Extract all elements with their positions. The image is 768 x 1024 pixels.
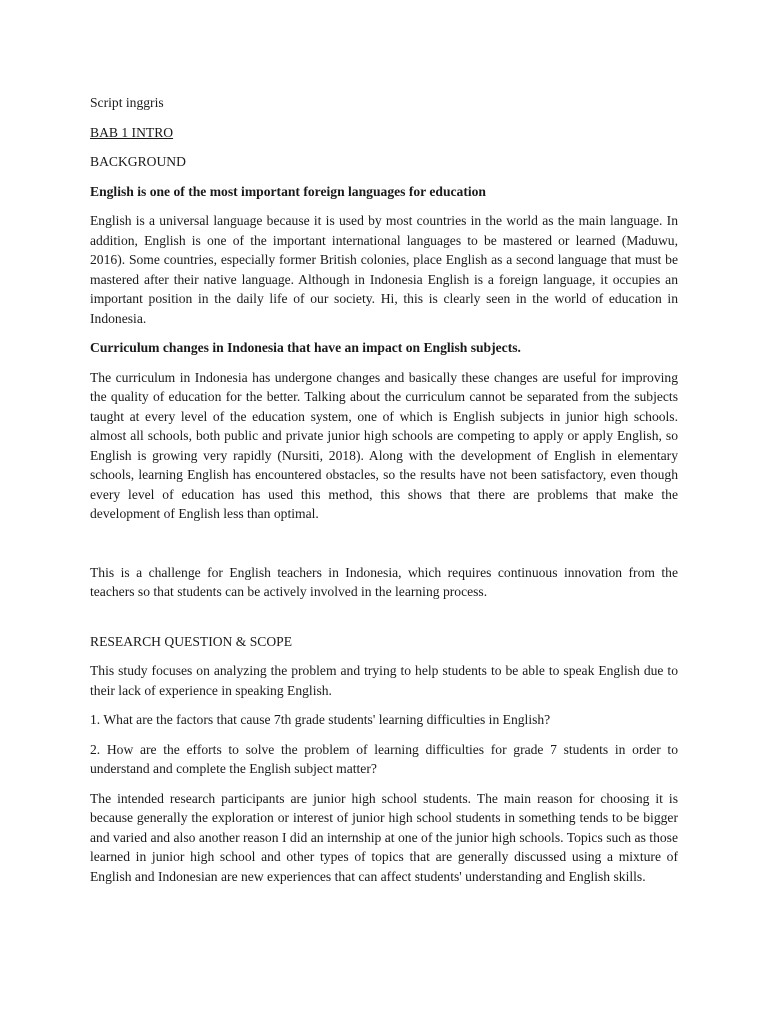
research-question-2: 2. How are the efforts to solve the problem of learning difficulties for grade 7 students in order to understand and complete the English subject matter? (90, 741, 678, 776)
background-heading: BACKGROUND (90, 154, 186, 169)
script-label: Script inggris (90, 95, 164, 110)
paragraph-study-focus: This study focuses on analyzing the problem and trying to help students to be able to speak English due to their lack of experience in speaking English. (90, 663, 678, 698)
paragraph-curriculum: The curriculum in Indonesia has undergone changes and basically these changes are useful for improving the quality of education for the better. Talking about the curriculum cannot be separated from the subjects taught at every level of the education system, one of which is English subjects in junior high schools. almost all schools, both public and private junior high schools are competing to apply or apply English, so English is growing very rapidly (Nursiti, 2018). Along with the development of English in elementary schools, learning English has encountered obstacles, so the results have not been satisfactory, even though every level of education has used this method, this shows that there are problems that make the development of English less than optimal. (90, 369, 678, 521)
paragraph-participants: The intended research participants are junior high school students. The main reason for choosing it is because generally the exploration or interest of junior high school students in something tends to be bigger and varied and also another reason I did an internship at one of the junior high schools. Topics such as those learned in junior high school and other types of topics that are generally discussed using a mixture of English and Indonesian are new experiences that can affect students' understanding and English skills. (90, 790, 678, 884)
document-body (90, 93, 678, 886)
subheading-english-importance: English is one of the most important foreign languages for education (90, 183, 486, 199)
paragraph-english-universal: English is a universal language because it is used by most countries in the world as the main language. In addition, English is one of the important international languages to be mastered or learned (Maduwu, 2016). Some countries, especially former British colonies, place English as a second language that must be mastered after their native language. Although in Indonesia English is a foreign language, it occupies an important position in the daily life of our society. Hi, this is clearly seen in the world of education in Indonesia. (90, 213, 678, 326)
research-heading: RESEARCH QUESTION & SCOPE (90, 633, 293, 649)
research-question-1: 1. What are the factors that cause 7th grade students' learning difficulties in English? (90, 712, 551, 727)
subheading-curriculum-changes: Curriculum changes in Indonesia that have an impact on English subjects. (90, 340, 521, 355)
paragraph-challenge: This is a challenge for English teachers in Indonesia, which requires continuous innovation from the teachers so that students can be actively involved in the learning process. (90, 564, 678, 599)
chapter-heading: BAB 1 INTRO (90, 124, 174, 140)
